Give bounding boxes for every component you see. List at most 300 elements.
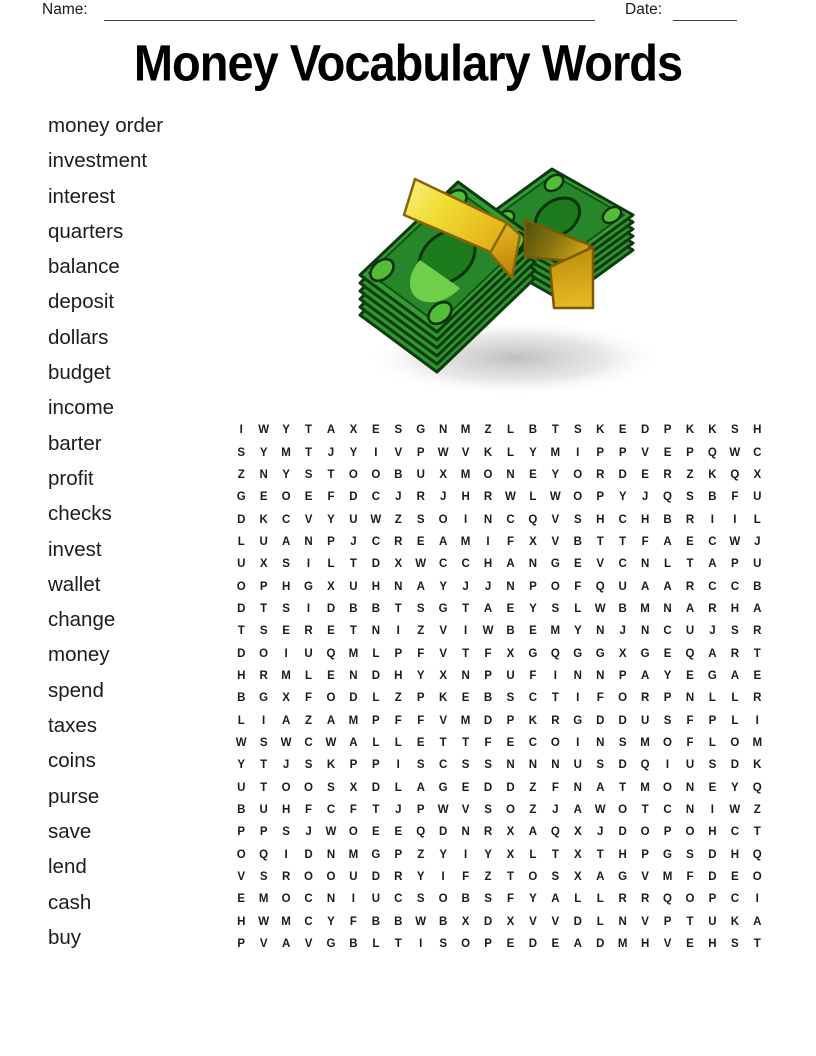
grid-row — [230, 598, 769, 620]
grid-letter: M — [550, 446, 561, 459]
grid-letter: N — [685, 804, 695, 817]
grid-letter: D — [304, 848, 313, 861]
grid-letter: T — [753, 647, 761, 660]
grid-letter: C — [371, 535, 380, 548]
grid-letter: B — [573, 535, 582, 548]
grid-letter: T — [462, 647, 470, 660]
grid-row — [230, 464, 769, 486]
grid-letter: X — [506, 848, 515, 861]
grid-letter: S — [282, 602, 290, 615]
grid-letter: X — [259, 558, 268, 571]
grid-letter: L — [574, 602, 582, 615]
grid-letter: O — [663, 736, 672, 749]
grid-letter: E — [237, 893, 246, 906]
grid-letter: F — [305, 804, 313, 817]
grid-letter: F — [484, 647, 492, 660]
grid-letter: C — [394, 893, 403, 906]
grid-letter: G — [438, 602, 448, 615]
grid-letter: Y — [327, 915, 335, 928]
grid-letter: W — [280, 736, 292, 749]
grid-letter: L — [753, 513, 761, 526]
grid-letter: M — [281, 669, 291, 682]
grid-letter: B — [394, 468, 403, 481]
grid-letter: I — [665, 759, 670, 772]
name-fill-line — [104, 2, 595, 21]
grid-letter: I — [284, 647, 288, 660]
grid-letter: E — [372, 424, 380, 437]
grid-letter: E — [618, 424, 627, 437]
grid-letter: N — [506, 759, 515, 772]
grid-letter: R — [708, 602, 717, 615]
grid-row — [230, 821, 769, 843]
grid-letter: B — [753, 580, 762, 593]
grid-letter: E — [506, 602, 515, 615]
grid-letter: X — [573, 848, 582, 861]
name-label: Name: — [42, 1, 88, 18]
grid-letter: T — [260, 759, 268, 772]
grid-letter: S — [439, 938, 447, 951]
grid-letter: N — [461, 826, 470, 839]
grid-letter: Z — [394, 513, 402, 526]
grid-letter: S — [731, 424, 739, 437]
grid-letter: L — [731, 714, 739, 727]
grid-letter: W — [729, 804, 741, 817]
grid-letter: C — [663, 625, 672, 638]
grid-row — [230, 844, 769, 866]
grid-letter: Z — [529, 781, 537, 794]
grid-letter: I — [486, 535, 490, 548]
grid-letter: N — [528, 759, 538, 772]
grid-letter: F — [506, 893, 514, 906]
grid-letter: P — [708, 893, 717, 906]
grid-letter: T — [641, 804, 649, 817]
grid-letter: Y — [416, 669, 425, 682]
grid-letter: V — [259, 938, 268, 951]
grid-letter: W — [729, 446, 741, 459]
grid-letter: S — [282, 558, 290, 571]
grid-letter: D — [349, 692, 358, 705]
grid-letter: O — [438, 893, 448, 906]
grid-letter: U — [685, 759, 695, 772]
word-list-item: change — [48, 608, 116, 632]
grid-letter: W — [258, 915, 270, 928]
grid-letter: Z — [394, 692, 402, 705]
grid-letter: G — [236, 491, 246, 504]
grid-letter: A — [506, 558, 515, 571]
grid-letter: F — [596, 692, 604, 705]
grid-letter: E — [686, 938, 694, 951]
grid-letter: A — [326, 714, 336, 727]
grid-letter: Q — [326, 647, 336, 660]
grid-letter: H — [618, 848, 627, 861]
grid-letter: L — [305, 669, 313, 682]
grid-letter: T — [753, 938, 761, 951]
word-list-item: money — [48, 643, 110, 667]
grid-letter: O — [483, 468, 493, 481]
grid-letter: T — [305, 446, 313, 459]
grid-letter: H — [394, 669, 403, 682]
grid-letter: L — [506, 446, 514, 459]
grid-letter: E — [282, 625, 290, 638]
grid-letter: J — [754, 535, 761, 548]
grid-letter: R — [618, 893, 627, 906]
grid-letter: C — [618, 513, 627, 526]
grid-letter: C — [730, 893, 739, 906]
grid-letter: L — [394, 736, 402, 749]
grid-letter: T — [551, 424, 559, 437]
grid-letter: G — [528, 647, 538, 660]
grid-letter: B — [237, 804, 246, 817]
word-list-item: lend — [48, 855, 87, 879]
grid-row — [230, 486, 769, 508]
grid-letter: S — [259, 625, 268, 638]
grid-letter: A — [640, 669, 650, 682]
grid-letter: V — [461, 804, 470, 817]
grid-letter: I — [463, 848, 468, 861]
grid-letter: P — [394, 848, 403, 861]
grid-letter: X — [506, 647, 515, 660]
grid-letter: P — [663, 826, 672, 839]
grid-letter: S — [663, 714, 672, 727]
grid-letter: M — [460, 424, 471, 437]
grid-letter: E — [753, 669, 762, 682]
grid-letter: J — [395, 491, 402, 504]
grid-letter: P — [416, 692, 425, 705]
grid-letter: V — [304, 513, 313, 526]
grid-letter: N — [640, 558, 650, 571]
grid-letter: M — [460, 714, 471, 727]
grid-letter: B — [439, 915, 448, 928]
grid-letter: S — [416, 759, 425, 772]
word-list-item: checks — [48, 502, 112, 526]
grid-letter: T — [686, 915, 694, 928]
grid-letter: W — [370, 513, 382, 526]
grid-letter: A — [708, 647, 717, 660]
grid-letter: F — [349, 804, 357, 817]
grid-letter: O — [618, 692, 628, 705]
grid-letter: R — [551, 714, 560, 727]
grid-letter: L — [237, 714, 245, 727]
grid-letter: S — [416, 602, 425, 615]
grid-letter: F — [417, 714, 425, 727]
grid-letter: E — [394, 826, 403, 839]
grid-letter: N — [439, 424, 448, 437]
grid-letter: P — [686, 446, 694, 459]
grid-letter: N — [326, 848, 336, 861]
grid-letter: B — [349, 602, 358, 615]
grid-letter: K — [708, 424, 717, 437]
grid-letter: T — [551, 848, 559, 861]
grid-letter: D — [371, 558, 380, 571]
grid-letter: N — [685, 781, 695, 794]
grid-letter: V — [237, 871, 246, 884]
grid-row — [230, 709, 769, 731]
grid-letter: Q — [707, 446, 717, 459]
grid-letter: I — [374, 446, 378, 459]
grid-letter: O — [236, 848, 246, 861]
grid-letter: T — [619, 781, 627, 794]
grid-letter: Y — [529, 446, 537, 459]
grid-letter: G — [259, 692, 269, 705]
grid-letter: C — [528, 692, 538, 705]
grid-letter: U — [304, 647, 313, 660]
grid-letter: U — [349, 513, 358, 526]
grid-letter: Z — [305, 714, 313, 727]
grid-letter: A — [685, 602, 695, 615]
grid-letter: G — [595, 647, 605, 660]
grid-letter: H — [237, 669, 246, 682]
grid-letter: O — [573, 468, 583, 481]
grid-row — [230, 553, 769, 575]
grid-letter: C — [281, 513, 291, 526]
grid-letter: U — [753, 491, 762, 504]
grid-row — [230, 777, 769, 799]
grid-letter: D — [708, 848, 717, 861]
grid-letter: Z — [753, 804, 761, 817]
grid-letter: N — [326, 893, 336, 906]
grid-letter: U — [506, 669, 515, 682]
grid-letter: B — [349, 938, 358, 951]
grid-letter: S — [686, 491, 694, 504]
grid-letter: I — [755, 893, 759, 906]
grid-letter: I — [419, 938, 423, 951]
grid-letter: K — [596, 424, 605, 437]
grid-letter: H — [281, 804, 291, 817]
grid-letter: X — [618, 647, 627, 660]
grid-letter: S — [394, 424, 403, 437]
grid-letter: E — [641, 468, 649, 481]
grid-letter: D — [730, 759, 739, 772]
grid-letter: S — [686, 848, 694, 861]
grid-letter: U — [259, 804, 268, 817]
grid-row — [230, 888, 769, 910]
grid-letter: E — [506, 736, 515, 749]
grid-letter: N — [573, 669, 582, 682]
grid-letter: C — [663, 804, 672, 817]
grid-letter: R — [685, 513, 695, 526]
grid-letter: Q — [663, 893, 672, 906]
grid-row — [230, 642, 769, 664]
grid-letter: P — [416, 804, 425, 817]
grid-letter: W — [594, 602, 606, 615]
grid-letter: T — [596, 535, 604, 548]
grid-letter: A — [573, 938, 582, 951]
grid-row — [230, 441, 769, 463]
grid-letter: Y — [663, 669, 672, 682]
grid-letter: A — [551, 893, 560, 906]
grid-letter: O — [618, 804, 628, 817]
word-list-item: taxes — [48, 714, 97, 738]
grid-letter: T — [327, 468, 335, 481]
grid-letter: P — [237, 938, 246, 951]
grid-letter: U — [259, 535, 268, 548]
grid-letter: C — [304, 736, 313, 749]
grid-letter: A — [528, 826, 538, 839]
grid-letter: P — [596, 491, 605, 504]
grid-letter: C — [730, 826, 739, 839]
grid-letter: L — [731, 692, 739, 705]
grid-letter: P — [484, 669, 492, 682]
word-list-item: balance — [48, 255, 120, 279]
grid-letter: V — [551, 915, 560, 928]
grid-letter: N — [551, 759, 560, 772]
grid-letter: D — [483, 714, 493, 727]
grid-letter: O — [281, 781, 291, 794]
grid-letter: Q — [595, 580, 605, 593]
grid-letter: O — [281, 491, 291, 504]
grid-letter: A — [730, 669, 739, 682]
grid-letter: W — [505, 491, 516, 504]
grid-letter: P — [372, 714, 380, 727]
grid-letter: A — [596, 871, 605, 884]
grid-letter: D — [439, 826, 448, 839]
grid-letter: A — [753, 915, 762, 928]
grid-letter: S — [708, 759, 717, 772]
grid-letter: X — [753, 468, 762, 481]
grid-letter: L — [506, 424, 514, 437]
grid-letter: Q — [752, 781, 762, 794]
grid-letter: F — [462, 871, 470, 884]
grid-letter: G — [550, 558, 560, 571]
grid-letter: H — [640, 513, 650, 526]
grid-letter: R — [640, 692, 650, 705]
grid-letter: W — [594, 804, 606, 817]
grid-letter: D — [326, 602, 336, 615]
grid-letter: X — [573, 871, 582, 884]
grid-letter: I — [463, 513, 468, 526]
grid-letter: T — [305, 424, 313, 437]
grid-row — [230, 531, 769, 553]
grid-letter: C — [506, 513, 515, 526]
grid-letter: P — [416, 446, 425, 459]
grid-letter: R — [640, 893, 650, 906]
word-list-item: buy — [48, 925, 82, 949]
grid-letter: I — [553, 669, 557, 682]
grid-letter: S — [304, 468, 313, 481]
grid-letter: C — [439, 558, 448, 571]
grid-letter: N — [506, 468, 515, 481]
grid-letter: L — [327, 558, 335, 571]
grid-letter: O — [304, 871, 313, 884]
grid-letter: J — [395, 804, 402, 817]
grid-letter: I — [396, 759, 400, 772]
grid-letter: A — [281, 938, 291, 951]
grid-letter: K — [708, 468, 717, 481]
grid-letter: I — [576, 736, 580, 749]
grid-letter: K — [483, 446, 493, 459]
grid-row — [230, 732, 769, 754]
grid-letter: I — [710, 804, 714, 817]
grid-row — [230, 665, 769, 687]
grid-letter: I — [576, 446, 580, 459]
grid-letter: D — [618, 759, 627, 772]
grid-letter: G — [326, 938, 336, 951]
grid-letter: L — [372, 736, 380, 749]
grid-letter: O — [236, 580, 246, 593]
grid-letter: F — [641, 535, 649, 548]
grid-letter: K — [439, 692, 448, 705]
grid-letter: S — [506, 692, 515, 705]
grid-letter: G — [707, 669, 717, 682]
grid-letter: A — [326, 424, 336, 437]
grid-letter: N — [483, 513, 493, 526]
grid-letter: M — [348, 848, 359, 861]
grid-letter: T — [462, 602, 470, 615]
grid-letter: F — [349, 915, 357, 928]
grid-letter: N — [506, 580, 515, 593]
grid-letter: S — [304, 759, 313, 772]
grid-letter: Y — [731, 781, 739, 794]
grid-letter: V — [551, 513, 560, 526]
grid-letter: E — [416, 535, 425, 548]
grid-letter: E — [529, 625, 537, 638]
grid-letter: F — [305, 692, 313, 705]
grid-letter: M — [281, 446, 291, 459]
grid-letter: P — [731, 558, 739, 571]
grid-letter: V — [439, 625, 447, 638]
grid-letter: E — [327, 669, 335, 682]
word-list-item: quarters — [48, 219, 124, 243]
grid-letter: R — [394, 871, 403, 884]
grid-letter: N — [596, 669, 605, 682]
grid-letter: T — [551, 692, 559, 705]
word-list-item: deposit — [48, 290, 115, 314]
grid-letter: Z — [529, 804, 537, 817]
grid-letter: O — [663, 781, 672, 794]
grid-letter: F — [327, 491, 335, 504]
grid-letter: J — [305, 826, 312, 839]
grid-letter: F — [484, 736, 492, 749]
grid-letter: Y — [439, 848, 447, 861]
grid-letter: A — [281, 714, 291, 727]
grid-letter: C — [304, 915, 313, 928]
grid-letter: T — [462, 736, 470, 749]
grid-letter: P — [529, 580, 537, 593]
grid-row — [230, 575, 769, 597]
grid-letter: X — [394, 558, 403, 571]
grid-letter: S — [573, 424, 582, 437]
grid-letter: H — [753, 424, 762, 437]
grid-letter: B — [483, 692, 493, 705]
grid-letter: H — [730, 848, 739, 861]
grid-letter: I — [284, 848, 288, 861]
grid-letter: R — [663, 468, 672, 481]
grid-letter: J — [327, 446, 335, 459]
grid-letter: X — [327, 580, 335, 593]
grid-letter: B — [528, 424, 538, 437]
grid-letter: F — [529, 669, 537, 682]
grid-letter: Y — [484, 848, 492, 861]
grid-letter: U — [237, 781, 246, 794]
grid-letter: I — [576, 692, 580, 705]
grid-letter: U — [618, 580, 627, 593]
grid-row — [230, 911, 769, 933]
grid-letter: X — [506, 915, 515, 928]
grid-letter: Y — [282, 468, 290, 481]
grid-letter: C — [708, 580, 717, 593]
grid-letter: S — [596, 759, 605, 772]
grid-letter: I — [441, 871, 445, 884]
grid-letter: Q — [640, 759, 650, 772]
grid-letter: O — [685, 826, 695, 839]
grid-letter: L — [372, 692, 380, 705]
grid-letter: S — [484, 804, 492, 817]
grid-letter: N — [596, 625, 605, 638]
grid-letter: P — [641, 848, 649, 861]
grid-row — [230, 620, 769, 642]
grid-letter: I — [733, 513, 737, 526]
grid-letter: X — [439, 669, 447, 682]
